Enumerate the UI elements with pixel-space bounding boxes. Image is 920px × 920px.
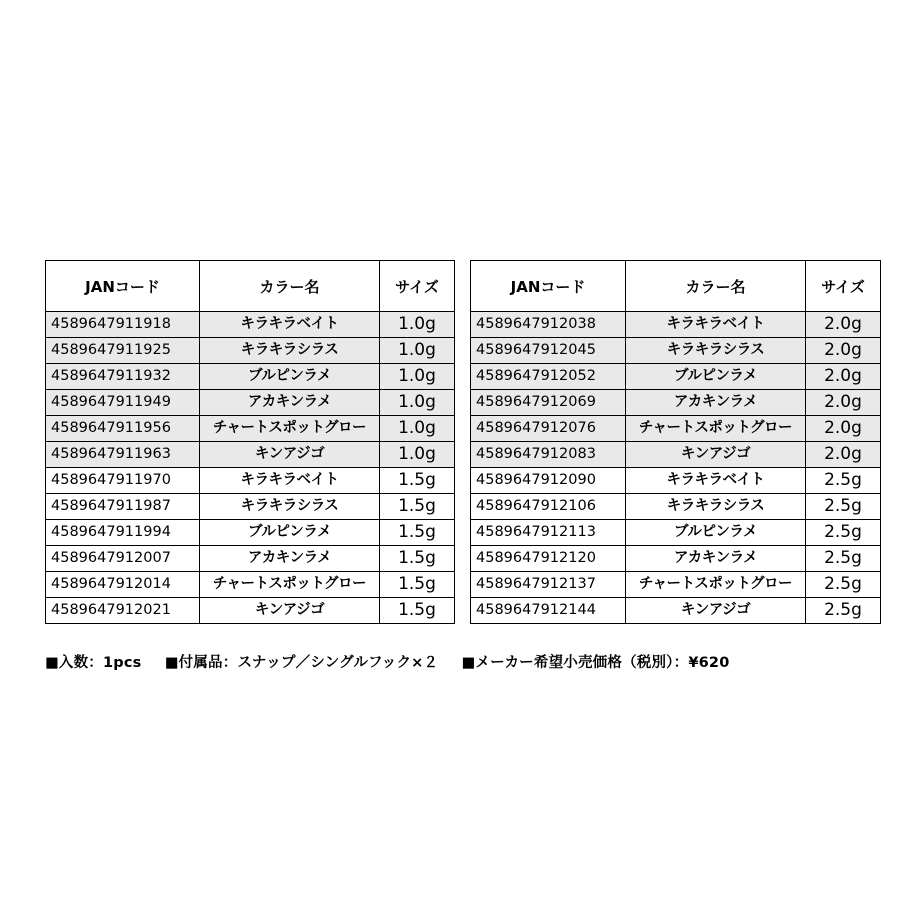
table-row [471,468,881,494]
jan-cell: 4589647912038 [471,312,626,338]
table-row [46,416,455,442]
table-row [46,364,455,390]
size-header: サイズ [806,261,881,312]
jan-cell: 4589647912052 [471,364,626,390]
color-cell: キラキラシラス [626,338,806,364]
color-header: カラー名 [200,261,380,312]
color-cell: ブルピンラメ [200,520,380,546]
size-cell: 1.0g [380,416,455,442]
table-body-right [471,312,881,624]
table-row [471,312,881,338]
jan-cell: 4589647911987 [46,494,200,520]
table-row [46,598,455,624]
jan-cell: 4589647912021 [46,598,200,624]
jan-cell: 4589647912144 [471,598,626,624]
size-cell: 1.0g [380,312,455,338]
color-cell: キラキラベイト [200,312,380,338]
jan-cell: 4589647912076 [471,416,626,442]
jan-cell: 4589647912120 [471,546,626,572]
color-cell: キンアジゴ [200,598,380,624]
size-cell: 1.5g [380,494,455,520]
size-cell: 2.5g [806,468,881,494]
color-cell: キラキラシラス [200,494,380,520]
size-cell: 1.5g [380,468,455,494]
table-header-row [46,261,455,312]
size-cell: 1.5g [380,598,455,624]
jan-cell: 4589647912137 [471,572,626,598]
size-cell: 2.0g [806,312,881,338]
size-cell: 2.0g [806,442,881,468]
size-header: サイズ [380,261,455,312]
size-cell: 1.5g [380,546,455,572]
color-cell: アカキンラメ [200,546,380,572]
size-cell: 2.0g [806,416,881,442]
table-row [46,468,455,494]
size-cell: 2.5g [806,572,881,598]
jan-cell: 4589647911994 [46,520,200,546]
color-header: カラー名 [626,261,806,312]
size-cell: 2.0g [806,364,881,390]
table-row [471,572,881,598]
table-row [471,598,881,624]
table-row [471,416,881,442]
jan-cell: 4589647912113 [471,520,626,546]
table-row [471,364,881,390]
table-row [46,520,455,546]
jan-cell: 4589647911918 [46,312,200,338]
jan-cell: 4589647912083 [471,442,626,468]
size-cell: 2.0g [806,338,881,364]
table-row [46,494,455,520]
table-row [471,338,881,364]
spec-table-left [45,260,455,624]
spec-table-right [470,260,881,624]
color-cell: キンアジゴ [626,598,806,624]
size-cell: 2.5g [806,598,881,624]
jan-cell: 4589647911970 [46,468,200,494]
jan-header: JANコード [46,261,200,312]
color-cell: キラキラベイト [626,312,806,338]
jan-cell: 4589647912045 [471,338,626,364]
color-cell: キンアジゴ [200,442,380,468]
jan-cell: 4589647911932 [46,364,200,390]
spec-footer [45,651,885,672]
table-row [46,546,455,572]
jan-cell: 4589647912014 [46,572,200,598]
color-cell: キラキラベイト [626,468,806,494]
table-body-left [46,312,455,624]
size-cell: 2.5g [806,494,881,520]
color-cell: チャートスポットグロー [626,572,806,598]
table-row [471,494,881,520]
size-cell: 1.0g [380,364,455,390]
color-cell: チャートスポットグロー [200,416,380,442]
jan-cell: 4589647912069 [471,390,626,416]
accessories-note: ■付属品：スナップ／シングルフック×２ [164,655,439,671]
table-row [46,572,455,598]
jan-cell: 4589647911949 [46,390,200,416]
jan-cell: 4589647911925 [46,338,200,364]
table-row [46,390,455,416]
color-cell: アカキンラメ [626,390,806,416]
jan-cell: 4589647911963 [46,442,200,468]
size-cell: 2.5g [806,546,881,572]
size-cell: 1.5g [380,572,455,598]
table-row [471,442,881,468]
table-row [46,312,455,338]
color-cell: アカキンラメ [200,390,380,416]
color-cell: ブルピンラメ [626,520,806,546]
color-cell: チャートスポットグロー [626,416,806,442]
color-cell: ブルピンラメ [626,364,806,390]
size-cell: 1.5g [380,520,455,546]
table-row [46,442,455,468]
jan-cell: 4589647911956 [46,416,200,442]
size-cell: 2.0g [806,390,881,416]
color-cell: キンアジゴ [626,442,806,468]
quantity-note: ■入数：1pcs [45,655,142,671]
table-row [46,338,455,364]
color-cell: キラキラシラス [626,494,806,520]
table-row [471,390,881,416]
jan-cell: 4589647912106 [471,494,626,520]
jan-cell: 4589647912090 [471,468,626,494]
color-cell: キラキラシラス [200,338,380,364]
size-cell: 1.0g [380,390,455,416]
color-cell: ブルピンラメ [200,364,380,390]
size-cell: 1.0g [380,442,455,468]
color-cell: キラキラベイト [200,468,380,494]
size-cell: 2.5g [806,520,881,546]
table-header-row [471,261,881,312]
color-cell: チャートスポットグロー [200,572,380,598]
color-cell: アカキンラメ [626,546,806,572]
table-row [471,546,881,572]
jan-cell: 4589647912007 [46,546,200,572]
size-cell: 1.0g [380,338,455,364]
jan-header: JANコード [471,261,626,312]
price-note: ■メーカー希望小売価格（税別）：¥620 [461,655,730,671]
table-row [471,520,881,546]
